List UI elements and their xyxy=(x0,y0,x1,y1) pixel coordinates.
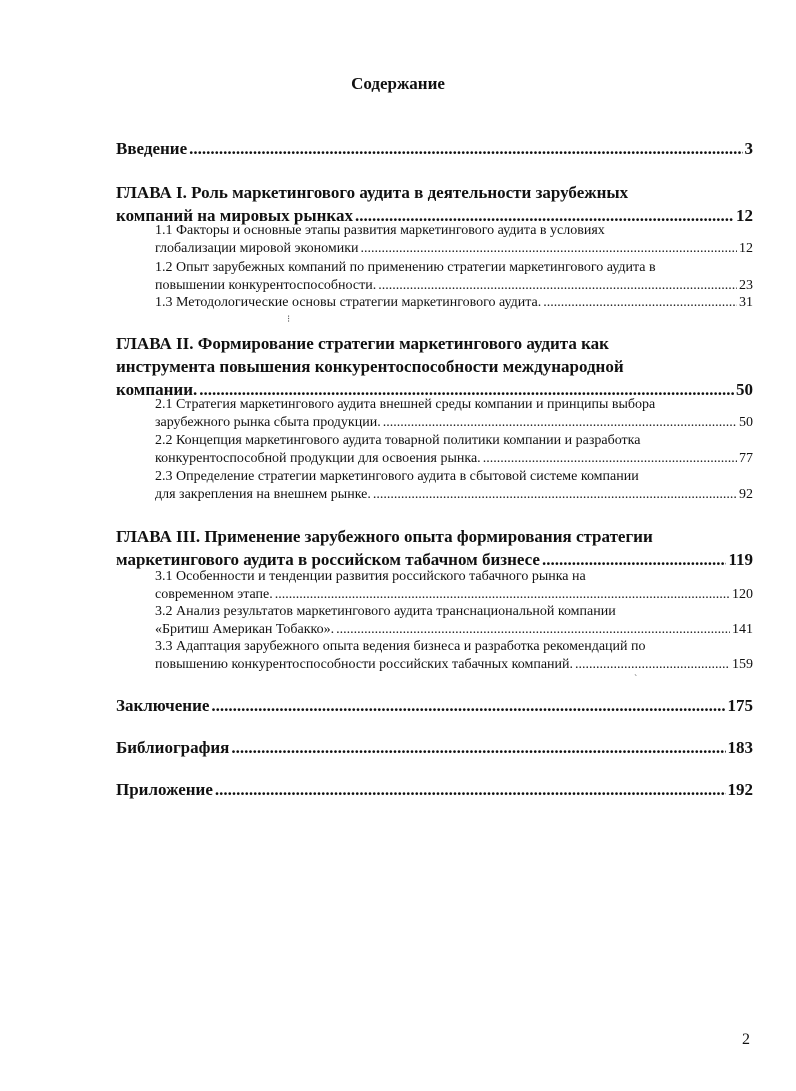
leader-dots xyxy=(231,738,725,758)
toc-entry-bibliography[interactable] xyxy=(116,738,753,758)
leader-dots xyxy=(275,586,730,604)
toc-section-2-1[interactable] xyxy=(155,396,753,431)
section-title-line: зарубежного рынка сбыта продукции. xyxy=(155,414,381,430)
toc-page: 92 xyxy=(739,486,753,502)
toc-label: Введение xyxy=(116,139,188,158)
leader-dots xyxy=(215,780,726,800)
toc-section-2-2[interactable] xyxy=(155,432,753,467)
section-title-line: конкурентоспособной продукции для освоения рынка. xyxy=(155,450,481,466)
page-title: Содержание xyxy=(351,74,445,93)
leader-dots xyxy=(543,294,737,312)
page-number: 2 xyxy=(742,1031,750,1048)
toc-page: 119 xyxy=(728,550,753,569)
toc-page: 183 xyxy=(727,738,753,757)
toc-page: 192 xyxy=(727,780,753,799)
scan-mark: ` xyxy=(634,674,638,685)
leader-dots xyxy=(336,621,730,639)
toc-label: Библиография xyxy=(116,738,230,757)
leader-dots xyxy=(189,139,742,159)
toc-page: 31 xyxy=(739,295,753,310)
toc-label: Заключение xyxy=(116,696,210,715)
toc-entry-conclusion[interactable] xyxy=(116,696,753,716)
toc-label: Приложение xyxy=(116,780,213,799)
toc-page: 23 xyxy=(739,277,753,293)
leader-dots xyxy=(575,656,730,674)
leader-dots xyxy=(361,240,737,258)
toc-page: 120 xyxy=(732,586,753,602)
leader-dots xyxy=(483,450,737,468)
toc-page: 77 xyxy=(739,450,753,466)
chapter-heading-line: маркетингового аудита в российском табачном бизнесе xyxy=(116,550,540,569)
toc-chapter-2[interactable] xyxy=(116,332,753,401)
section-title-line: для закрепления на внешнем рынке. xyxy=(155,486,371,502)
section-title-line: 1.1 Факторы и основные этапы развития маркетингового аудита в условиях xyxy=(155,223,605,238)
toc-entry-introduction[interactable] xyxy=(116,139,753,159)
toc-page: 141 xyxy=(732,621,753,637)
chapter-heading-line: компаний на мировых рынках xyxy=(116,206,353,225)
chapter-heading-line: ГЛАВА II. Формирование стратегии маркетингового аудита как xyxy=(116,334,609,353)
scan-mark: ⁝ xyxy=(287,314,291,325)
section-title-line: 2.2 Концепция маркетингового аудита товарной политики компании и разработка xyxy=(155,433,641,448)
leader-dots xyxy=(383,414,737,432)
chapter-heading-line: ГЛАВА I. Роль маркетингового аудита в деятельности зарубежных xyxy=(116,183,629,202)
toc-page: 159 xyxy=(732,656,753,672)
toc-section-3-2[interactable] xyxy=(155,603,753,638)
section-title-line: 3.2 Анализ результатов маркетингового аудита транснациональной компании xyxy=(155,604,616,619)
leader-dots xyxy=(378,277,737,295)
toc-page: 3 xyxy=(744,139,753,158)
toc-section-3-3[interactable] xyxy=(155,638,753,673)
section-title-line: повышению конкурентоспособности российских табачных компаний. xyxy=(155,656,574,672)
leader-dots xyxy=(373,486,737,504)
toc-page: 12 xyxy=(736,206,753,225)
toc-section-1-3[interactable] xyxy=(155,294,753,312)
section-title-line: «Бритиш Американ Тобакко». xyxy=(155,621,335,637)
toc-page: 50 xyxy=(736,380,753,399)
toc-chapter-1[interactable] xyxy=(116,181,753,227)
section-title-line: 1.3 Методологические основы стратегии маркетингового аудита. xyxy=(155,295,542,310)
section-title-line: 2.1 Стратегия маркетингового аудита внешней среды компании и принципы выбора xyxy=(155,397,656,412)
section-title-line: повышении конкурентоспособности. xyxy=(155,277,377,293)
section-title-line: 2.3 Определение стратегии маркетингового аудита в сбытовой системе компании xyxy=(155,469,639,484)
leader-dots xyxy=(211,696,725,716)
chapter-heading-line: компании. xyxy=(116,380,198,399)
chapter-heading-line: инструмента повышения конкурентоспособности международной xyxy=(116,357,624,376)
toc-chapter-3[interactable] xyxy=(116,525,753,571)
toc-page: 50 xyxy=(739,414,753,430)
section-title-line: современном этапе. xyxy=(155,586,273,602)
toc-entry-appendix[interactable] xyxy=(116,780,753,800)
toc-page: 12 xyxy=(739,240,753,256)
section-title-line: 3.3 Адаптация зарубежного опыта ведения бизнеса и разработка рекомендаций по xyxy=(155,639,646,654)
section-title-line: 3.1 Особенности и тенденции развития российского табачного рынка на xyxy=(155,569,586,584)
toc-section-1-2[interactable] xyxy=(155,259,753,294)
section-title-line: 1.2 Опыт зарубежных компаний по применению стратегии маркетингового аудита в xyxy=(155,260,656,275)
toc-section-3-1[interactable] xyxy=(155,568,753,603)
toc-section-1-1[interactable] xyxy=(155,222,753,257)
section-title-line: глобализации мировой экономики xyxy=(155,240,359,256)
chapter-heading-line: ГЛАВА III. Применение зарубежного опыта формирования стратегии xyxy=(116,527,653,546)
toc-section-2-3[interactable] xyxy=(155,468,753,503)
toc-page: 175 xyxy=(727,696,753,715)
